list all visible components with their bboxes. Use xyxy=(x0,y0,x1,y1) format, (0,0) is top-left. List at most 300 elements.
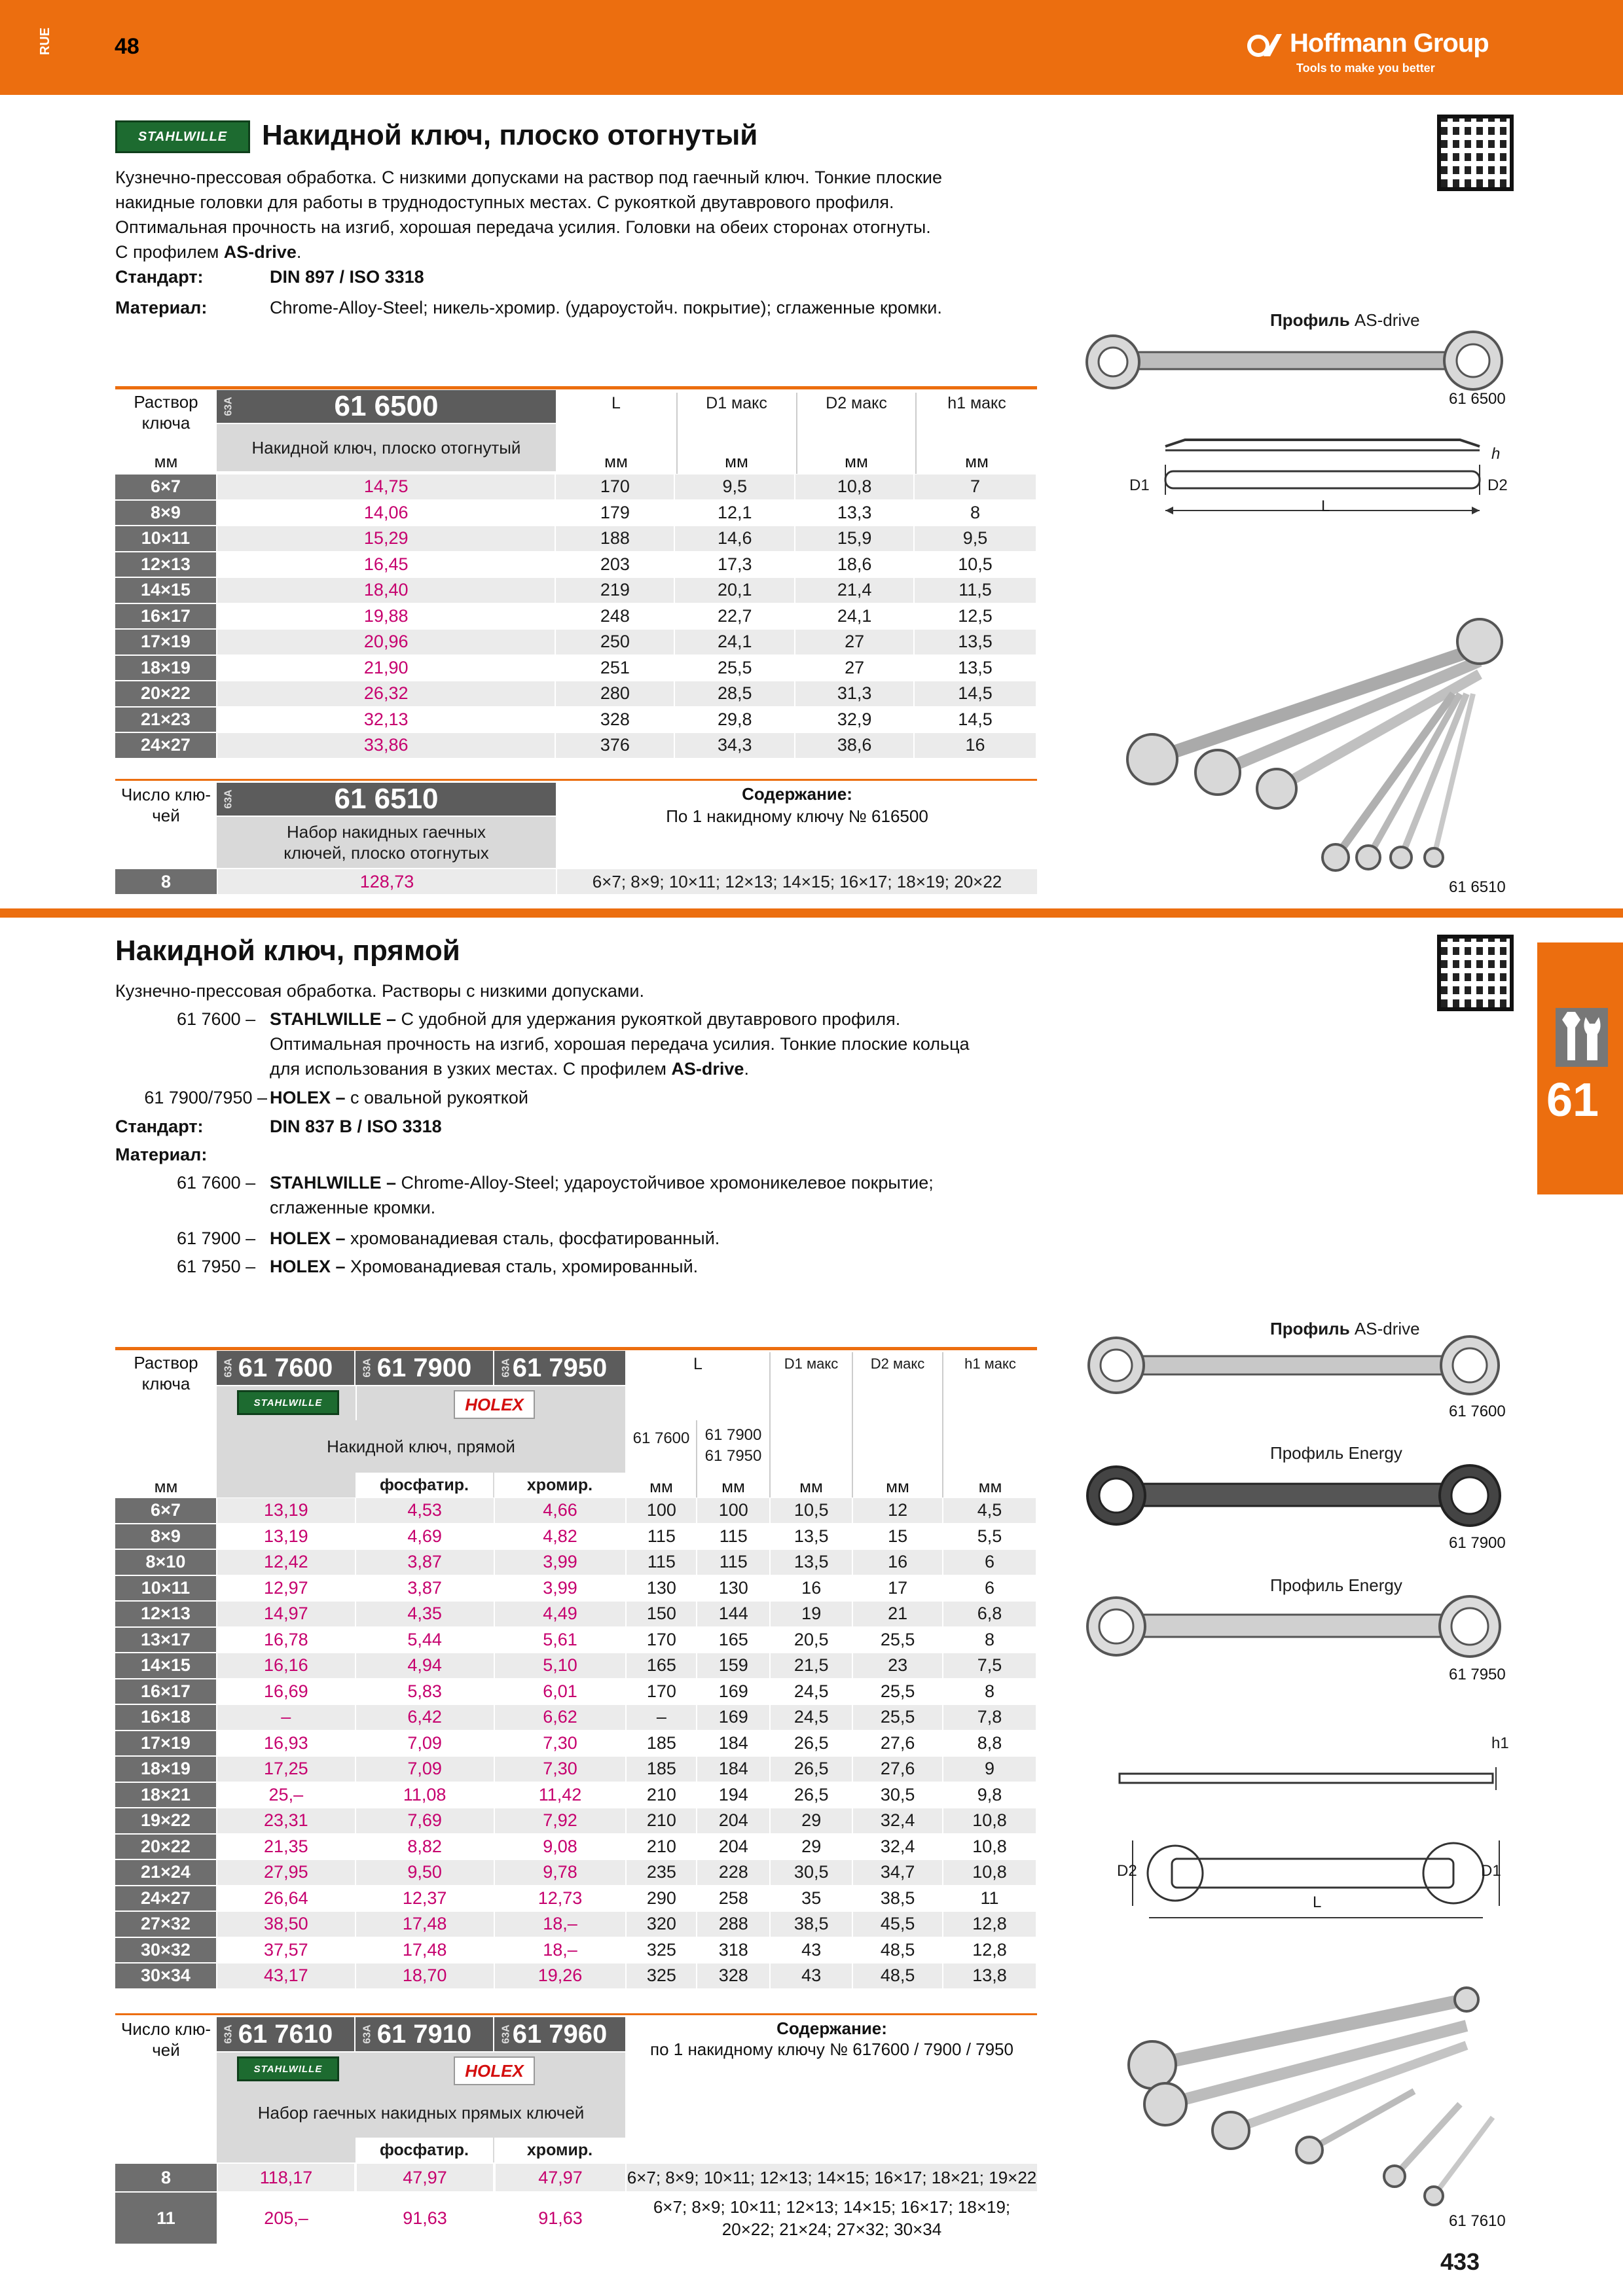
cell-h1: 6,8 xyxy=(943,1601,1036,1627)
table-row xyxy=(115,1575,1036,1602)
cell-h1: 8 xyxy=(943,1679,1036,1705)
desc-line: С профилем AS-drive. xyxy=(115,242,302,262)
set2-price-617960: 47,97 xyxy=(496,2164,625,2191)
cell-d1: 20,1 xyxy=(674,577,795,603)
cell-l: 250 xyxy=(555,629,674,655)
cell-d1: 35 xyxy=(770,1886,852,1912)
caption-617610: 61 7610 xyxy=(1449,2212,1506,2230)
cell-d1: 12,1 xyxy=(674,500,795,526)
stahlwille-logo-small-2: STAHLWILLE xyxy=(237,2056,339,2081)
table-row xyxy=(115,1731,1036,1757)
cell-h1: 9,5 xyxy=(914,526,1036,552)
cell-size: 14×15 xyxy=(115,577,217,603)
language-code: RUE xyxy=(38,27,52,56)
brand-tagline: Tools to make you better xyxy=(1296,62,1435,75)
cell-d1: 43 xyxy=(770,1937,852,1964)
cell-d2: 25,5 xyxy=(852,1679,943,1705)
wrench-image-617950 xyxy=(1080,1594,1506,1659)
cell-p1: 16,69 xyxy=(217,1679,356,1705)
col-L2b-sub: 61 7950 xyxy=(704,1447,762,1465)
caption-617600: 61 7600 xyxy=(1449,1403,1506,1420)
cell-l2: 144 xyxy=(697,1601,770,1627)
cell-price: 32,13 xyxy=(217,707,556,733)
col-L1-sub: 61 7600 xyxy=(632,1429,690,1447)
brand-name: Hoffmann Group xyxy=(1290,29,1489,58)
profile2-label-energy: Профиль Energy xyxy=(1270,1443,1402,1463)
cell-d2: 31,3 xyxy=(795,681,914,707)
set1-top-rule xyxy=(115,779,1037,781)
cell-l2: 130 xyxy=(697,1575,770,1602)
dim-D2: D2 xyxy=(1487,476,1508,494)
col-D2-header-2: D2 макс xyxy=(870,1355,925,1372)
cell-p3: 3,99 xyxy=(494,1575,627,1602)
cell-l: 251 xyxy=(555,655,674,681)
cell-l2: 228 xyxy=(697,1859,770,1886)
wrench-image-617900 xyxy=(1080,1463,1506,1528)
contents-label: Содержание: xyxy=(742,784,852,804)
col-divider xyxy=(769,1352,771,1498)
cell-d1: 26,5 xyxy=(770,1782,852,1808)
cell-d1: 29 xyxy=(770,1808,852,1834)
cell-d2: 38,6 xyxy=(795,732,914,759)
col-count-header-2: Число клю-чей xyxy=(121,2019,211,2060)
cell-p3: 4,49 xyxy=(494,1601,627,1627)
cell-p3: 3,99 xyxy=(494,1549,627,1575)
mat3-desc: HOLEX – Хромованадиевая сталь, хромированный. xyxy=(270,1257,699,1276)
cell-size: 17×19 xyxy=(115,629,217,655)
cell-l1: 170 xyxy=(626,1679,697,1705)
section2-title: Накидной ключ, прямой xyxy=(115,935,460,967)
set-subhead-phosphated: фосфатир. xyxy=(356,2138,493,2162)
cell-p2: 3,87 xyxy=(356,1549,494,1575)
mat1-code: 61 7600 – xyxy=(177,1173,256,1193)
table-row xyxy=(115,526,1036,552)
subhead-phosphated: фосфатир. xyxy=(356,1473,493,1498)
cell-d1: 34,3 xyxy=(674,732,795,759)
cell-l2: 169 xyxy=(697,1704,770,1731)
table-row xyxy=(115,1756,1036,1782)
cell-d2: 27,6 xyxy=(852,1756,943,1782)
unit-D1: мм xyxy=(725,452,748,471)
table-row xyxy=(115,1808,1036,1834)
dim-D1: D1 xyxy=(1129,476,1150,494)
cell-d2: 27 xyxy=(795,629,914,655)
cell-p1: 21,35 xyxy=(217,1834,356,1860)
table-row xyxy=(115,1524,1036,1550)
cell-h1: 8,8 xyxy=(943,1731,1036,1757)
cell-p1: 38,50 xyxy=(217,1911,356,1937)
table2-top-rule xyxy=(115,1347,1037,1350)
set2-price-617910: 91,63 xyxy=(357,2193,493,2244)
cell-p1: 17,25 xyxy=(217,1756,356,1782)
unit-D2: мм xyxy=(845,452,868,471)
dim2-L: L xyxy=(1313,1893,1322,1911)
cell-d2: 13,3 xyxy=(795,500,914,526)
cell-h1: 12,8 xyxy=(943,1937,1036,1964)
cell-size: 8×9 xyxy=(115,500,217,526)
cell-p3: 5,10 xyxy=(494,1653,627,1679)
product-name-616500: Накидной ключ, плоско отогнутый xyxy=(217,424,556,471)
cell-price: 33,86 xyxy=(217,732,556,759)
cell-d2: 24,1 xyxy=(795,603,914,630)
contents-label-2: Содержание: xyxy=(776,2018,887,2038)
article-616500-header: 63A 61 6500 xyxy=(217,390,556,423)
cell-size: 16×18 xyxy=(115,1704,217,1731)
cell-size: 10×11 xyxy=(115,1575,217,1602)
cell-h1: 12,5 xyxy=(914,603,1036,630)
mat2-desc: HOLEX – хромованадиевая сталь, фосфатированный. xyxy=(270,1229,720,1248)
cell-size: 18×19 xyxy=(115,1756,217,1782)
cell-h1: 13,5 xyxy=(914,655,1036,681)
standard-value: DIN 897 / ISO 3318 xyxy=(270,267,424,287)
cell-p2: 8,82 xyxy=(356,1834,494,1860)
cell-h1: 14,5 xyxy=(914,681,1036,707)
cell-p2: 6,42 xyxy=(356,1704,494,1731)
chapter-tab xyxy=(1537,942,1623,1194)
cell-l1: 115 xyxy=(626,1549,697,1575)
wrench-image-617600 xyxy=(1080,1335,1506,1397)
cell-p1: 27,95 xyxy=(217,1859,356,1886)
cell-d1: 22,7 xyxy=(674,603,795,630)
section1-description xyxy=(115,165,1097,264)
wrench-set-image-617610 xyxy=(1113,1986,1519,2209)
cell-p1: 14,97 xyxy=(217,1601,356,1627)
cell-l2: 318 xyxy=(697,1937,770,1964)
col-divider xyxy=(915,393,917,474)
dim2-D2: D2 xyxy=(1117,1862,1137,1880)
cell-p1: 43,17 xyxy=(217,1963,356,1989)
wrench-image-616500 xyxy=(1077,331,1509,393)
section-divider xyxy=(0,908,1623,918)
hoffmann-icon xyxy=(1244,30,1285,60)
table-616500 xyxy=(115,475,1037,759)
cell-size: 24×27 xyxy=(115,732,217,759)
cell-l1: 210 xyxy=(626,1834,697,1860)
cell-h1: 10,5 xyxy=(914,552,1036,578)
table-row xyxy=(115,1937,1036,1964)
table-row xyxy=(115,1782,1036,1808)
cell-l: 328 xyxy=(555,707,674,733)
cell-price: 19,88 xyxy=(217,603,556,630)
cell-p1: 16,78 xyxy=(217,1627,356,1653)
unit-D2-2: мм xyxy=(886,1477,909,1496)
cell-p1: 25,– xyxy=(217,1782,356,1808)
cell-price: 14,75 xyxy=(217,475,556,500)
cell-p1: 37,57 xyxy=(217,1937,356,1964)
cell-h1: 11 xyxy=(943,1886,1036,1912)
table-row xyxy=(115,1653,1036,1679)
cell-p2: 3,87 xyxy=(356,1575,494,1602)
cell-l1: 165 xyxy=(626,1653,697,1679)
cell-p3: 4,66 xyxy=(494,1498,627,1524)
cell-d2: 25,5 xyxy=(852,1704,943,1731)
cell-d1: 43 xyxy=(770,1963,852,1989)
cell-size: 6×7 xyxy=(115,475,217,500)
cell-p3: 18,– xyxy=(494,1937,627,1964)
cell-l2: 165 xyxy=(697,1627,770,1653)
stahlwille-logo-small: STAHLWILLE xyxy=(237,1390,339,1415)
cell-p1: 13,19 xyxy=(217,1524,356,1550)
cell-d2: 48,5 xyxy=(852,1937,943,1964)
cell-p3: 11,42 xyxy=(494,1782,627,1808)
cell-size: 16×17 xyxy=(115,603,217,630)
cell-h1: 6 xyxy=(943,1575,1036,1602)
desc-line: Оптимальная прочность на изгиб, хорошая передача усилия. Головки на обеих сторонах отогнуты. xyxy=(115,217,931,237)
cell-size: 18×19 xyxy=(115,655,217,681)
col-D2-header: D2 макс xyxy=(826,393,887,412)
col-h1-header: h1 макс xyxy=(947,393,1006,412)
set2-price-617610: 205,– xyxy=(218,2193,354,2244)
cell-d1: 13,5 xyxy=(770,1524,852,1550)
cell-p3: 9,08 xyxy=(494,1834,627,1860)
col-divider xyxy=(696,1420,697,1498)
profile3-label-energy: Профиль Energy xyxy=(1270,1575,1402,1595)
article-617960-header: 63A 61 7960 xyxy=(494,2017,625,2051)
stahlwille-logo: STAHLWILLE xyxy=(115,120,250,153)
holex-logo-2: HOLEX xyxy=(454,2056,535,2085)
table-row xyxy=(115,732,1036,759)
cell-d1: 10,5 xyxy=(770,1498,852,1524)
col-divider xyxy=(356,1386,357,1420)
cell-d2: 10,8 xyxy=(795,475,914,500)
contents-line: 6×7; 8×9; 10×11; 12×13; 14×15; 16×17; 18×19; xyxy=(653,2197,1011,2217)
cell-p2: 7,09 xyxy=(356,1731,494,1757)
cell-p2: 4,53 xyxy=(356,1498,494,1524)
cell-d2: 17 xyxy=(852,1575,943,1602)
cell-h1: 7,8 xyxy=(943,1704,1036,1731)
unit-h1-2: мм xyxy=(978,1477,1002,1496)
table-row xyxy=(115,1859,1036,1886)
col-size-header-2: Раствор ключа xyxy=(134,1353,198,1393)
holex-logo: HOLEX xyxy=(454,1390,535,1419)
table-row xyxy=(115,1601,1036,1627)
cell-d2: 30,5 xyxy=(852,1782,943,1808)
cell-price: 26,32 xyxy=(217,681,556,707)
set2-contents xyxy=(627,2193,1037,2244)
caption-616510: 61 6510 xyxy=(1449,878,1506,896)
cell-size: 30×32 xyxy=(115,1937,217,1964)
mat3-code: 61 7950 – xyxy=(177,1257,256,1276)
cell-l1: 100 xyxy=(626,1498,697,1524)
table-row xyxy=(115,1911,1036,1937)
cell-l2: 115 xyxy=(697,1549,770,1575)
cell-l: 188 xyxy=(555,526,674,552)
cell-d2: 18,6 xyxy=(795,552,914,578)
table-row xyxy=(115,603,1036,630)
article-617900-header: 63A 61 7900 xyxy=(356,1351,493,1385)
cell-d1: 24,5 xyxy=(770,1679,852,1705)
cell-p3: 7,30 xyxy=(494,1731,627,1757)
cell-p3: 4,82 xyxy=(494,1524,627,1550)
col-divider xyxy=(796,393,797,474)
table1-top-rule xyxy=(115,386,1037,389)
cell-d1: 21,5 xyxy=(770,1653,852,1679)
cell-l1: 170 xyxy=(626,1627,697,1653)
cell-h1: 10,8 xyxy=(943,1859,1036,1886)
cell-size: 8×9 xyxy=(115,1524,217,1550)
cell-p2: 4,94 xyxy=(356,1653,494,1679)
cell-l1: 150 xyxy=(626,1601,697,1627)
qr-code-2 xyxy=(1437,935,1514,1011)
table-row xyxy=(115,577,1036,603)
cell-size: 13×17 xyxy=(115,1627,217,1653)
cell-l: 203 xyxy=(555,552,674,578)
cell-l2: 184 xyxy=(697,1756,770,1782)
col-D1-header: D1 макс xyxy=(706,393,767,412)
unit-size: мм xyxy=(154,452,178,471)
mat2-code: 61 7900 – xyxy=(177,1229,256,1248)
col-D1-header-2: D1 макс xyxy=(784,1355,839,1372)
table-row xyxy=(115,1963,1036,1989)
cell-l2: 159 xyxy=(697,1653,770,1679)
table-row xyxy=(115,1549,1036,1575)
cell-p3: 19,26 xyxy=(494,1963,627,1989)
unit-L1: мм xyxy=(649,1477,673,1496)
table-row xyxy=(115,681,1036,707)
table-row xyxy=(115,552,1036,578)
section2-desc1: Кузнечно-прессовая обработка. Растворы с низкими допусками. xyxy=(115,981,645,1001)
cell-p2: 4,35 xyxy=(356,1601,494,1627)
table-row xyxy=(115,1498,1036,1524)
cell-d2: 21,4 xyxy=(795,577,914,603)
cell-d2: 32,9 xyxy=(795,707,914,733)
contents-desc: По 1 накидному ключу № 616500 xyxy=(666,806,928,826)
col-divider xyxy=(676,393,678,474)
standard2-label: Стандарт: xyxy=(115,1117,204,1136)
table-row xyxy=(115,655,1036,681)
cell-h1: 13,8 xyxy=(943,1963,1036,1989)
cell-p1: – xyxy=(217,1704,356,1731)
cell-d2: 34,7 xyxy=(852,1859,943,1886)
cell-d1: 14,6 xyxy=(674,526,795,552)
article-617910-header: 63A 61 7910 xyxy=(356,2017,493,2051)
cell-l1: 130 xyxy=(626,1575,697,1602)
cell-d1: 28,5 xyxy=(674,681,795,707)
profile-label: Профиль AS-drive xyxy=(1270,310,1420,330)
contents-line: 20×22; 21×24; 27×32; 30×34 xyxy=(721,2219,942,2239)
set2-price-617610: 118,17 xyxy=(218,2164,354,2191)
material-value: Chrome-Alloy-Steel; никель-хромир. (удароустойч. покрытие); сглаженные кромки. xyxy=(270,298,942,317)
set1-contents: 6×7; 8×9; 10×11; 12×13; 14×15; 16×17; 18×19; 20×22 xyxy=(557,869,1037,894)
col-h1-header-2: h1 макс xyxy=(964,1355,1016,1372)
cell-d2: 48,5 xyxy=(852,1963,943,1989)
cell-size: 30×34 xyxy=(115,1963,217,1989)
cell-d1: 29 xyxy=(770,1834,852,1860)
cell-h1: 9 xyxy=(943,1756,1036,1782)
cell-size: 27×32 xyxy=(115,1911,217,1937)
caption-616500: 61 6500 xyxy=(1449,390,1506,408)
page-number-right: 433 xyxy=(1440,2248,1480,2275)
cell-p3: 5,61 xyxy=(494,1627,627,1653)
cell-size: 17×19 xyxy=(115,1731,217,1757)
cell-d2: 25,5 xyxy=(852,1627,943,1653)
set2-price-617910: 47,97 xyxy=(357,2164,493,2191)
cell-h1: 14,5 xyxy=(914,707,1036,733)
item2-code: 61 7900/7950 – xyxy=(144,1088,267,1107)
col-size-header: Раствор ключа xyxy=(134,392,198,433)
material2-label: Материал: xyxy=(115,1145,208,1164)
cell-d2: 27 xyxy=(795,655,914,681)
material-label: Материал: xyxy=(115,298,208,317)
cell-d2: 12 xyxy=(852,1498,943,1524)
cell-d2: 27,6 xyxy=(852,1731,943,1757)
cell-d1: 38,5 xyxy=(770,1911,852,1937)
cell-d1: 30,5 xyxy=(770,1859,852,1886)
item1-desc: STAHLWILLE – С удобной для удержания рукояткой двутаврового профиля. Оптимальная прочность на изгиб, хорошая передача усилия. Тонкие плоские кольца для использования в узких местах. С профилем AS-drive. xyxy=(270,1009,970,1079)
table-617600 xyxy=(115,1498,1037,1990)
cell-d2: 32,4 xyxy=(852,1808,943,1834)
set2-contents xyxy=(627,2164,1037,2191)
cell-p2: 9,50 xyxy=(356,1859,494,1886)
cell-h1: 7 xyxy=(914,475,1036,500)
col-divider xyxy=(942,1352,943,1498)
cell-l: 170 xyxy=(555,475,674,500)
cell-h1: 8 xyxy=(914,500,1036,526)
cell-price: 16,45 xyxy=(217,552,556,578)
contents-line: 6×7; 8×9; 10×11; 12×13; 14×15; 16×17; 18×21; 19×22 xyxy=(627,2168,1037,2187)
cell-size: 24×27 xyxy=(115,1886,217,1912)
cell-d2: 38,5 xyxy=(852,1886,943,1912)
cell-p2: 18,70 xyxy=(356,1963,494,1989)
table-row xyxy=(115,1627,1036,1653)
cell-size: 20×22 xyxy=(115,1834,217,1860)
cell-d2: 21 xyxy=(852,1601,943,1627)
cell-p2: 5,44 xyxy=(356,1627,494,1653)
subhead-chromed: хромир. xyxy=(494,1473,625,1498)
cell-size: 21×24 xyxy=(115,1859,217,1886)
item1-code: 61 7600 – xyxy=(177,1009,256,1029)
cell-size: 16×17 xyxy=(115,1679,217,1705)
cell-d1: 24,5 xyxy=(770,1704,852,1731)
table-row xyxy=(115,475,1036,500)
caption-617900: 61 7900 xyxy=(1449,1534,1506,1552)
cell-price: 14,06 xyxy=(217,500,556,526)
cell-p3: 9,78 xyxy=(494,1859,627,1886)
col-L2a-sub: 61 7900 xyxy=(704,1426,762,1444)
cell-p1: 13,19 xyxy=(217,1498,356,1524)
cell-p3: 12,73 xyxy=(494,1886,627,1912)
cell-l: 376 xyxy=(555,732,674,759)
cell-l2: 169 xyxy=(697,1679,770,1705)
cell-l2: 204 xyxy=(697,1808,770,1834)
col-count-header: Число клю-чей xyxy=(121,785,211,825)
article-617610-header: 63A 61 7610 xyxy=(217,2017,354,2051)
cell-h1: 9,8 xyxy=(943,1782,1036,1808)
contents-desc-2: по 1 накидному ключу № 617600 / 7900 / 7950 xyxy=(650,2039,1013,2059)
cell-size: 12×13 xyxy=(115,552,217,578)
cell-h1: 12,8 xyxy=(943,1911,1036,1937)
cell-size: 19×22 xyxy=(115,1808,217,1834)
table-row xyxy=(115,500,1036,526)
cell-l: 219 xyxy=(555,577,674,603)
cell-l1: 290 xyxy=(626,1886,697,1912)
unit-L: мм xyxy=(604,452,628,471)
cell-l2: 258 xyxy=(697,1886,770,1912)
cell-l2: 288 xyxy=(697,1911,770,1937)
article-617950-header: 63A 61 7950 xyxy=(494,1351,625,1385)
section1-title: Накидной ключ, плоско отогнутый xyxy=(262,119,758,151)
cell-h1: 11,5 xyxy=(914,577,1036,603)
tools-icon xyxy=(1556,1008,1608,1067)
set2-count: 11 xyxy=(115,2193,217,2244)
cell-d2: 32,4 xyxy=(852,1834,943,1860)
article-617600-header: 63A 61 7600 xyxy=(217,1351,354,1385)
cell-d2: 15 xyxy=(852,1524,943,1550)
item2-desc: HOLEX – с овальной рукояткой xyxy=(270,1088,528,1107)
standard2-value: DIN 837 B / ISO 3318 xyxy=(270,1117,442,1136)
desc-line: Кузнечно-прессовая обработка. С низкими допусками на раствор под гаечный ключ. Тонкие плоские xyxy=(115,168,943,187)
mat1-desc: STAHLWILLE – Chrome-Alloy-Steel; удароустойчивое хромоникелевое покрытие; сглаженные кромки. xyxy=(270,1173,934,1217)
